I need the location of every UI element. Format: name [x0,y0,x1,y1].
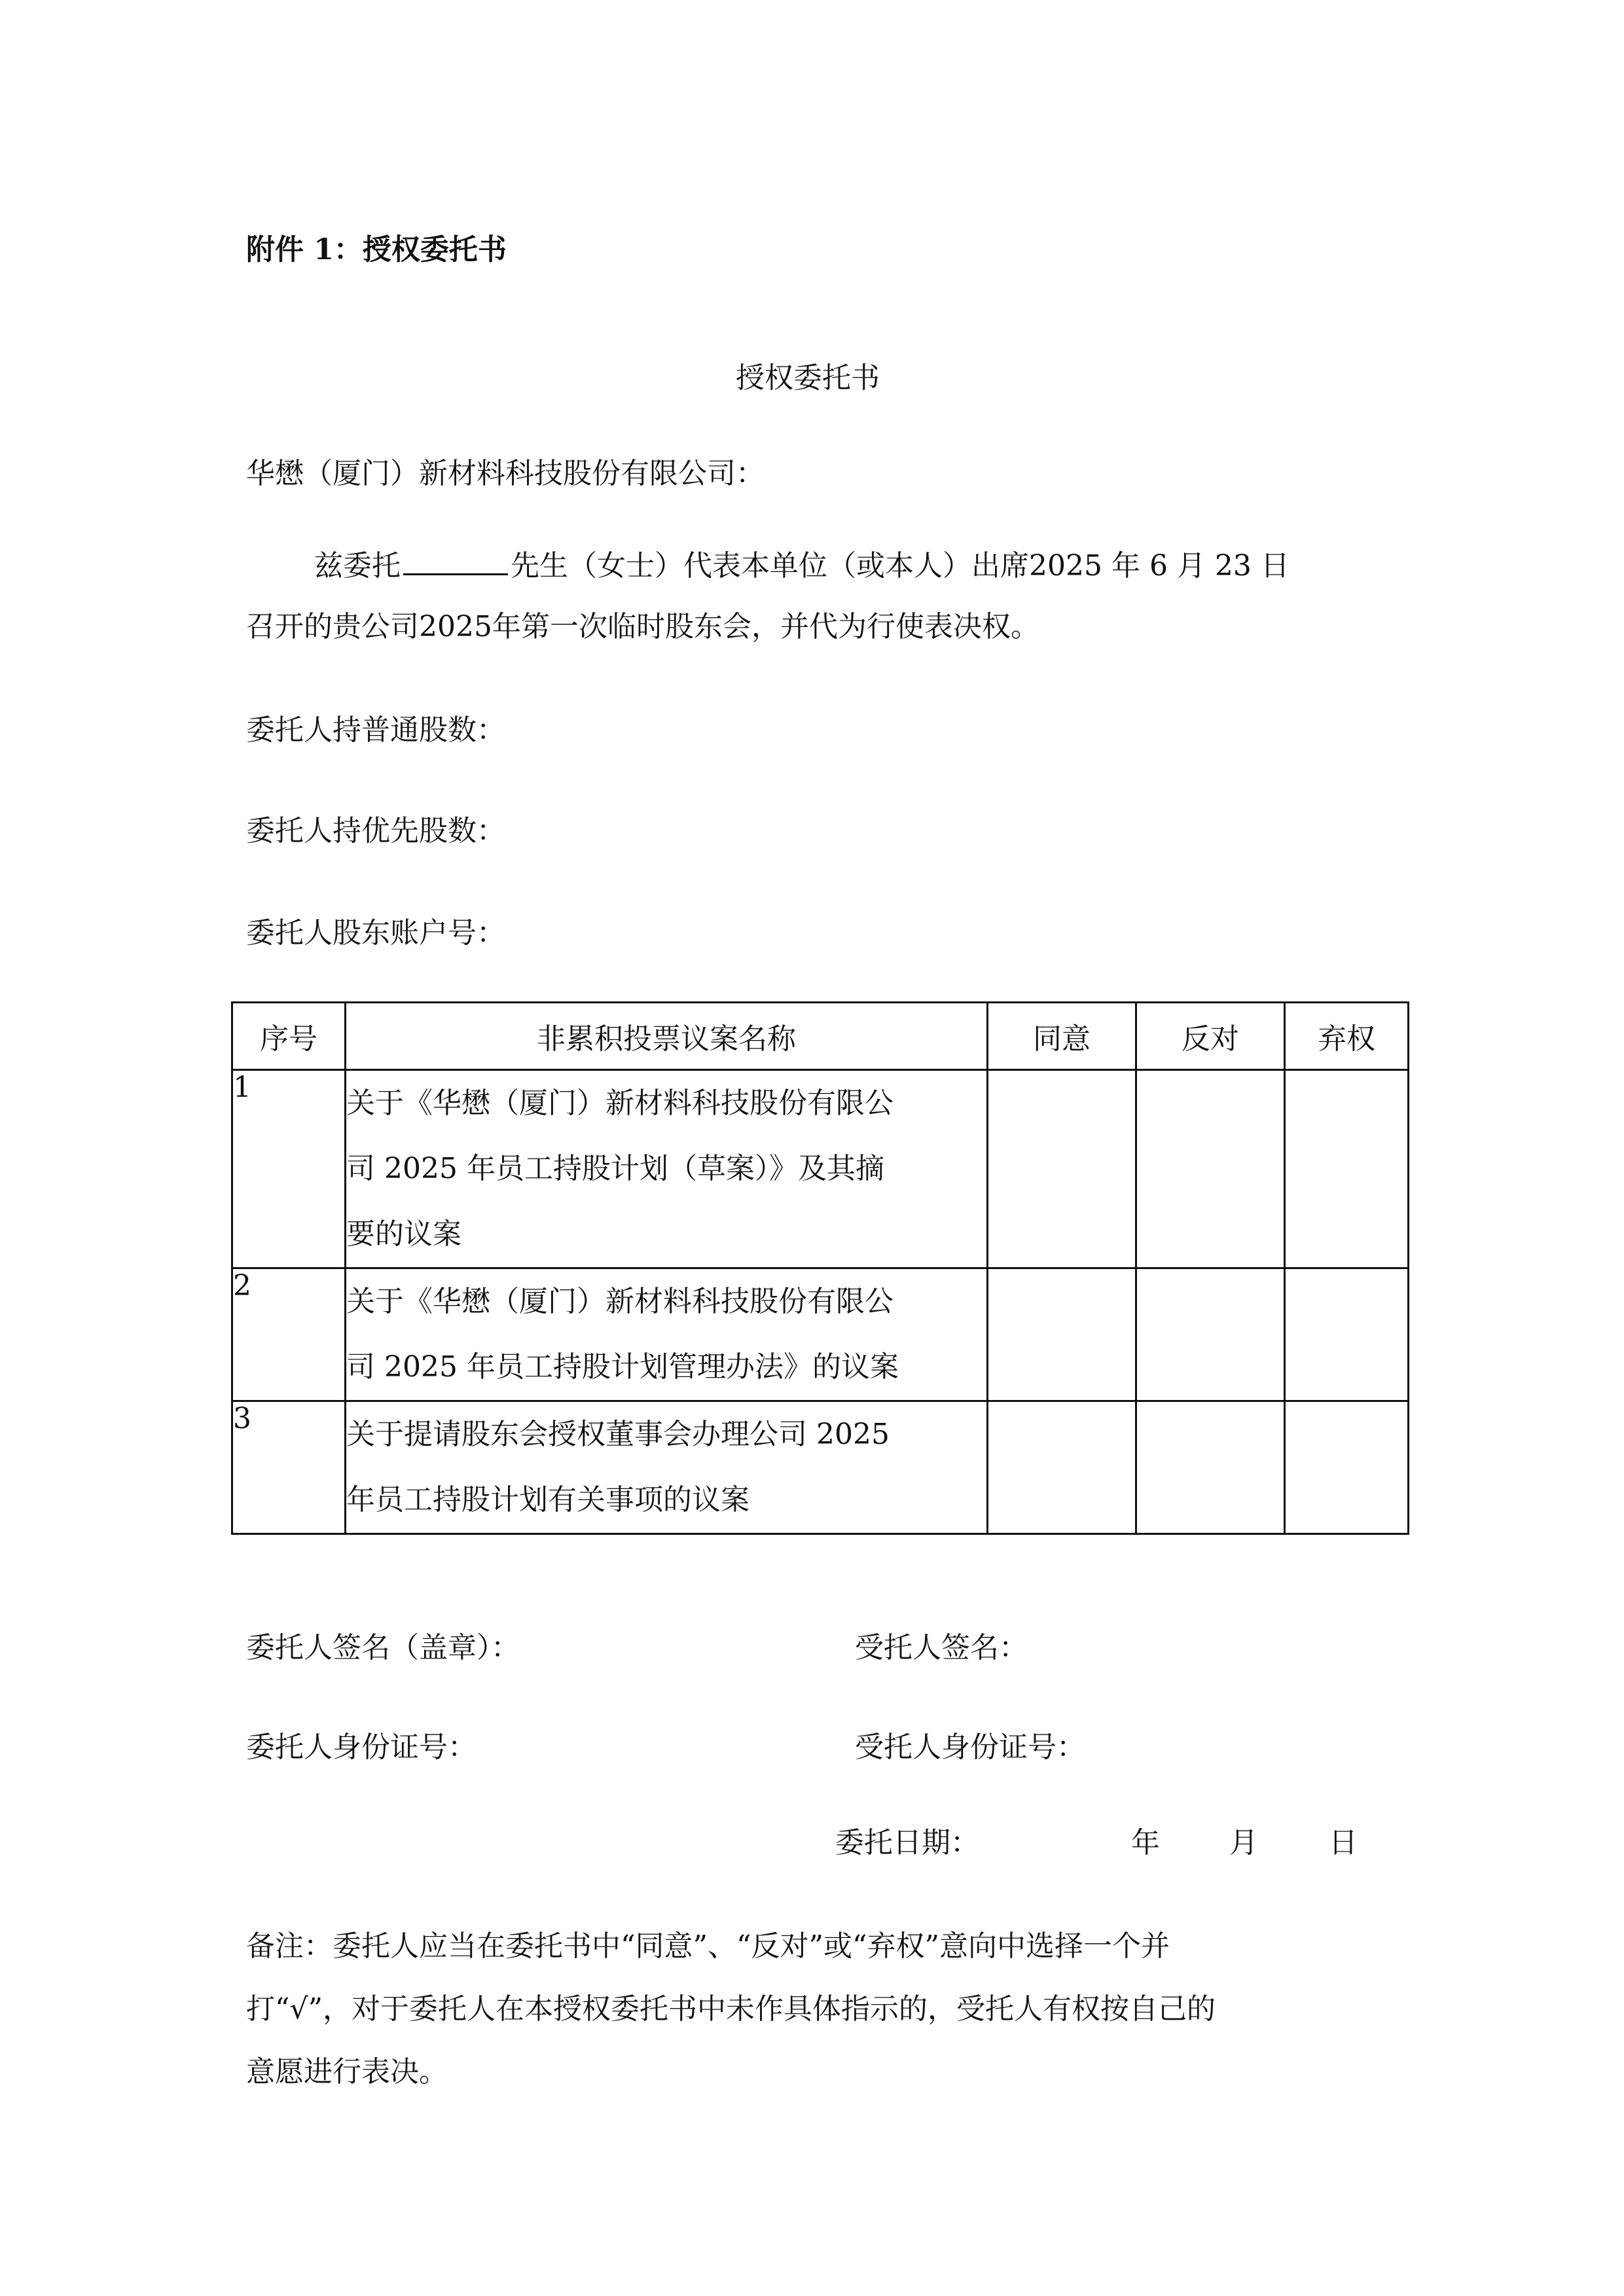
agree-cell[interactable] [988,1401,1136,1534]
body-line-1-prefix: 兹委托 [314,549,401,583]
date-day: 日 [1329,1826,1358,1859]
document-title: 授权委托书 [736,361,880,395]
header-no: 序号 [232,1003,346,1070]
proposal-line: 年员工持股计划有关事项的议案 [346,1483,749,1516]
attachment-heading: 附件 1：授权委托书 [246,233,507,266]
principal-id-label: 委托人身份证号： [246,1731,477,1764]
body-line-1 [314,545,1290,586]
row-number: 3 [232,1401,346,1534]
table-row [232,1070,1409,1268]
proposal-name [346,1070,988,1268]
principal-signature-label: 委托人签名（盖章）： [246,1631,520,1664]
voting-table [231,1001,1409,1535]
header-proposal-name: 非累积投票议案名称 [346,1003,988,1070]
note-line-2: 打“√”，对于委托人在本授权委托书中未作具体指示的，受托人有权按自己的 [246,1992,1216,2026]
preferred-shares-field: 委托人持优先股数： [246,814,505,848]
proposal-line: 要的议案 [346,1217,461,1251]
proposal-line: 司 2025 年员工持股计划管理办法》的议案 [346,1350,899,1384]
agree-cell[interactable] [988,1268,1136,1401]
oppose-cell[interactable] [1136,1401,1285,1534]
agent-id-label: 受托人身份证号： [855,1731,1085,1764]
proposal-line: 司 2025 年员工持股计划（草案）》及其摘 [346,1152,884,1185]
header-abstain: 弃权 [1285,1003,1409,1070]
agent-signature-label: 受托人签名： [855,1631,1028,1664]
agree-cell[interactable] [988,1070,1136,1268]
addressee: 华懋（厦门）新材料科技股份有限公司： [246,457,765,490]
proposal-line: 关于提请股东会授权董事会办理公司 2025 [346,1418,890,1451]
body-line-2: 召开的贵公司2025年第一次临时股东会，并代为行使表决权。 [246,610,1039,643]
abstain-cell[interactable] [1285,1070,1409,1268]
delegation-date-label: 委托日期： [835,1826,979,1859]
proposal-line: 关于《华懋（厦门）新材料科技股份有限公 [346,1086,893,1120]
proposal-name [346,1401,988,1534]
oppose-cell[interactable] [1136,1070,1285,1268]
note-line-1: 备注：委托人应当在委托书中“同意”、“反对”或“弃权”意向中选择一个并 [246,1929,1170,1963]
row-number: 2 [232,1268,346,1401]
date-month: 月 [1229,1826,1258,1859]
row-number: 1 [232,1070,346,1268]
abstain-cell[interactable] [1285,1401,1409,1534]
table-header-row [232,1003,1409,1070]
oppose-cell[interactable] [1136,1268,1285,1401]
header-agree: 同意 [988,1003,1136,1070]
proposal-name [346,1268,988,1401]
account-field: 委托人股东账户号： [246,916,505,950]
table-row [232,1401,1409,1534]
proposal-line: 关于《华懋（厦门）新材料科技股份有限公 [346,1285,893,1318]
proxy-name-blank [403,545,508,575]
note-line-3: 意愿进行表决。 [246,2055,448,2089]
header-oppose: 反对 [1136,1003,1285,1070]
abstain-cell[interactable] [1285,1268,1409,1401]
body-line-1-suffix: 先生（女士）代表本单位（或本人）出席2025 年 6 月 23 日 [511,549,1290,583]
date-year: 年 [1131,1826,1160,1859]
table-row [232,1268,1409,1401]
common-shares-field: 委托人持普通股数： [246,713,505,747]
